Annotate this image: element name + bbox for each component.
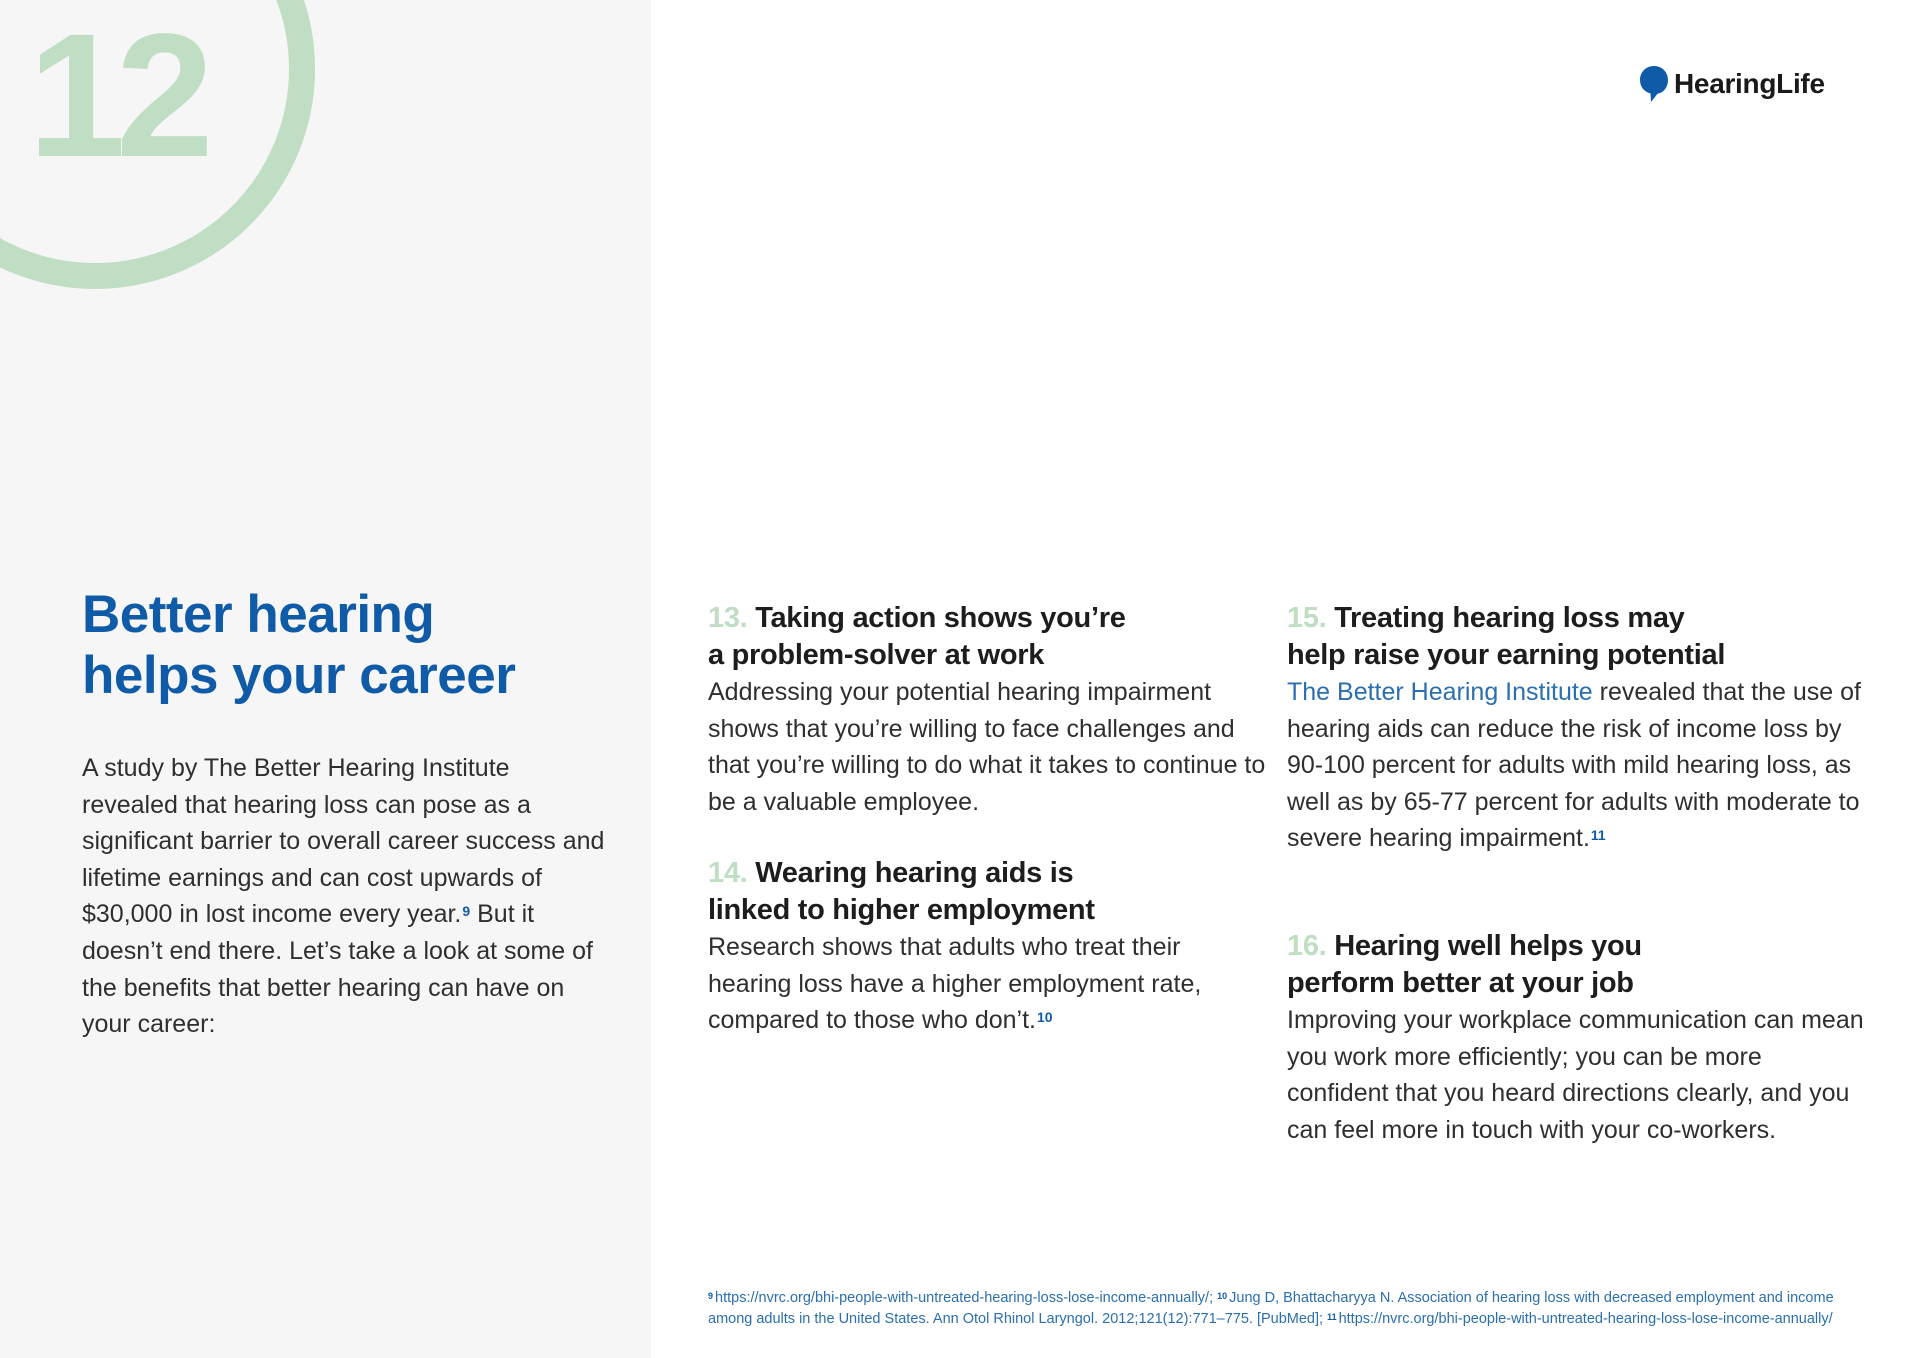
section-13-heading	[708, 600, 1268, 674]
section-16-title-line2: perform better at your job	[1287, 967, 1634, 999]
page-title	[82, 584, 515, 706]
section-14-heading-line1	[708, 855, 1268, 892]
footnote-ref-9[interactable]: 9	[462, 903, 471, 920]
section-14-title-line2: linked to higher employment	[708, 894, 1095, 926]
section-14-body-paragraph	[708, 929, 1268, 1039]
hearinglife-logo[interactable]	[1638, 64, 1825, 104]
section-13-title-line1: Taking action shows you’re	[755, 602, 1126, 634]
section-13-body: Addressing your potential hearing impairment shows that you’re willing to face challenges and that you’re willing to do what it takes to continue to be a valuable employee.	[708, 678, 1266, 816]
section-16-body: Improving your workplace communication can mean you work more efficiently; you can be more confident that you heard directions clearly, and you can feel more in touch with your co-workers.	[1287, 1006, 1864, 1144]
section-13-title-line2: a problem-solver at work	[708, 639, 1045, 671]
section-15-heading-line1	[1287, 600, 1867, 637]
section-15	[1287, 600, 1867, 857]
footnote-11-mark: 11	[1327, 1311, 1337, 1322]
better-hearing-institute-link[interactable]: The Better Hearing Institute	[1287, 678, 1593, 706]
section-15-title-line1: Treating hearing loss may	[1334, 602, 1685, 634]
section-16	[1287, 928, 1867, 1148]
footnote-10-mark: 10	[1217, 1291, 1228, 1301]
section-15-title-line2: help raise your earning potential	[1287, 639, 1726, 671]
section-13-heading-line1	[708, 600, 1268, 637]
footnote-ref-11[interactable]: 11	[1590, 827, 1606, 844]
section-13-number: 13.	[708, 602, 748, 634]
left-panel	[0, 0, 651, 1358]
section-15-heading	[1287, 600, 1867, 674]
section-14-heading	[708, 855, 1268, 929]
section-16-heading-line1	[1287, 928, 1867, 965]
footnote-ref-10[interactable]: 10	[1036, 1009, 1053, 1026]
page-number: 12	[28, 0, 204, 194]
section-16-heading	[1287, 928, 1867, 1002]
section-15-body-paragraph	[1287, 674, 1867, 857]
footnote-9-link[interactable]: https://nvrc.org/bhi-people-with-untreated-hearing-loss-lose-income-annually/;	[715, 1290, 1214, 1306]
section-13	[708, 600, 1268, 820]
footnote-11-link[interactable]: https://nvrc.org/bhi-people-with-untreated-hearing-loss-lose-income-annually/	[1338, 1310, 1833, 1327]
section-14-body: Research shows that adults who treat their hearing loss have a higher employment rate, compared to those who don’t.	[708, 933, 1202, 1035]
section-14-title-line1: Wearing hearing aids is	[755, 857, 1074, 889]
logo-text: HearingLife	[1674, 68, 1825, 99]
intro-text-part1: A study by The Better Hearing Institute revealed that hearing loss can pose as a significant barrier to overall career success and lifetime earnings and can cost upwards of $30,000 in lost income every year.	[82, 754, 605, 929]
section-14-number: 14.	[708, 857, 748, 889]
footnote-9-mark: 9	[708, 1291, 714, 1301]
speech-bubble-icon	[1638, 64, 1670, 104]
footnotes	[708, 1288, 1878, 1329]
page-title-line1: Better hearing	[82, 585, 435, 644]
section-15-number: 15.	[1287, 602, 1327, 634]
section-14	[708, 855, 1268, 1039]
intro-paragraph	[82, 750, 612, 1043]
footnote-10-text: Jung D, Bhattacharyya N. Association of hearing loss with decreased employment and income among adults in the United States. Ann Otol Rhinol Laryngol. 2012;121(12):771–775. [PubMed];	[708, 1290, 1834, 1327]
section-16-number: 16.	[1287, 930, 1327, 962]
section-15-body: revealed that the use of hearing aids can reduce the risk of income loss by 90-100 percent for adults with mild hearing loss, as well as by 65-77 percent for adults with moderate to severe hearing impairment.	[1287, 678, 1861, 853]
intro-text-part2: But it doesn’t end there. Let’s take a look at some of the benefits that better hearing can have on your career:	[82, 900, 593, 1039]
section-16-title-line1: Hearing well helps you	[1334, 930, 1642, 962]
page-title-line2: helps your career	[82, 646, 516, 705]
